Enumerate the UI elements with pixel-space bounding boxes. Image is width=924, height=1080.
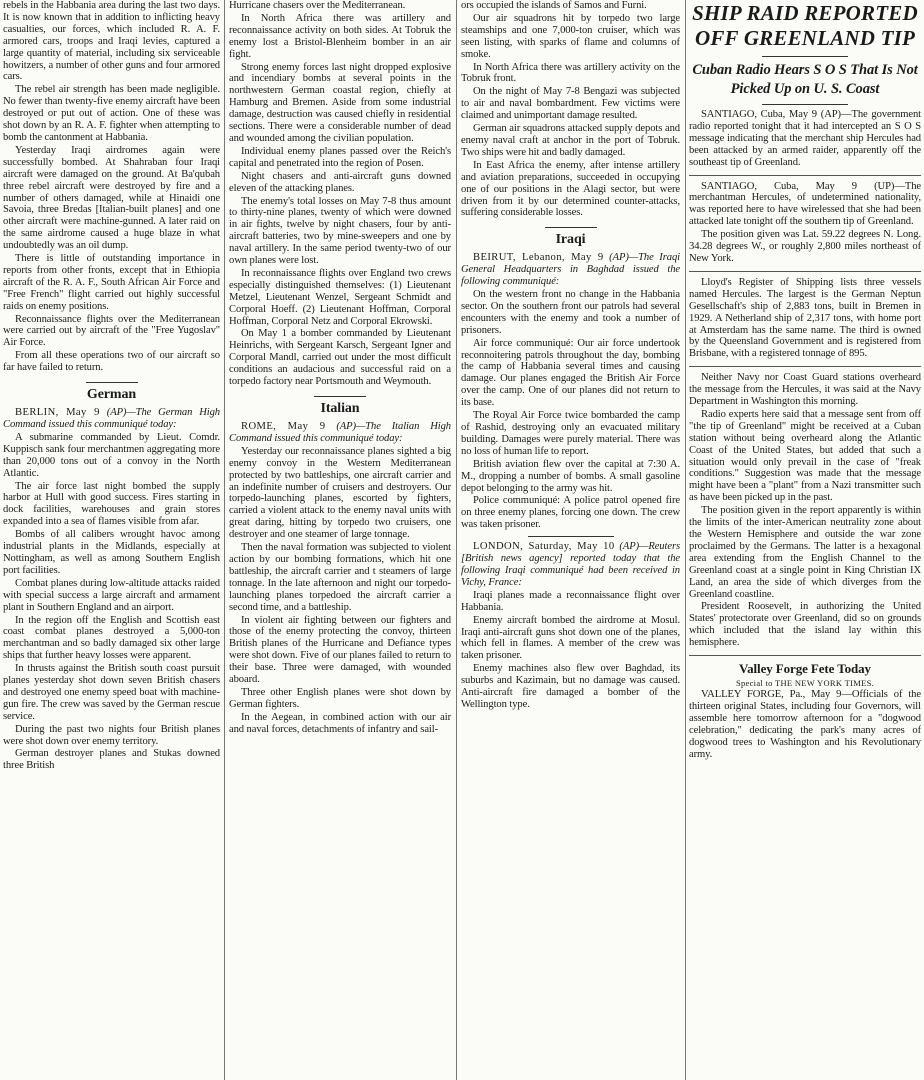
divider [689, 271, 921, 272]
article-headline: SHIP RAID REPORTED OFF GREENLAND TIP [692, 1, 918, 50]
paragraph: President Roosevelt, in authorizing the United States' protectorate over Greenland, did so on grounds which included that the island lay within this hemisphere. [689, 601, 921, 649]
paragraph: Lloyd's Register of Shipping lists three vessels named Hercules. The largest is the German Neptun Gesellschaft's ship of 2,883 tons, built in Bremen in 1929. A Netherland ship of 2,317 tons, with home port at Amsterdam has the same name. The third is owned by the Queensland Government and is registered from Brisbane, with a registered tonnage of 895. [689, 276, 921, 360]
paragraph: On May 1 a bomber commanded by Lieutenant Heinrichs, with Sergeant Karsch, Sergeant Igner and Corporal Mandl, carried out under the most difficult conditions an audacious and successful raid on a torpedo factory near Portsmouth and Weymouth. [229, 328, 451, 388]
paragraph: rebels in the Habbania area during the last two days. It is now known that in addition to inflicting heavy casualties, our forces, which included R. A. F. armored cars, troops and Iraqi levies, captured a large quantity of material, including six serviceable howitzers, a number of other guns and four armored cars. [3, 0, 220, 83]
paragraph: Radio experts here said that a message sent from off "the tip of Greenland" might be received at a Cuban station without being overheard along the Atlantic Coast of the United States, but added that such a situation would only prevail in the case of "freak conditions." Suggestion was made that the message might have been a "plant" from a Nazi transmitter such as have been picked up in the past. [689, 408, 921, 504]
paragraph: Then the naval formation was subjected to violent action by our bombing formations, which hit one battleship, the aircraft carrier and t steamers of large tonnage. In the late afternoon and night our torpedo-launching planes torpedoed the aircraft carrier a second time, and a battleship. [229, 542, 451, 613]
section-heading-iraqi: Iraqi [461, 227, 680, 248]
paragraph: On the night of May 7-8 Bengazi was subjected to air and naval bombardment. Few victims were claimed and unimportant damage resulted. [461, 86, 680, 122]
paragraph: German air squadrons attacked supply depots and enemy naval craft at anchor in the port of Tobruk. Two ships were hit and badly damaged. [461, 123, 680, 158]
paragraph: German destroyer planes and Stukas downed three British [3, 748, 220, 772]
dateline-place: SANTIAGO, Cuba, May 9 [701, 180, 858, 192]
paragraph: Yesterday Iraqi airdromes again were successfully bombed. At Shahraban four Iraqi aircraft were damaged on the ground. At Ba'qubah three rebel aircraft were destroyed by fire and a number of others damaged, while at Hinaidi one Savoia, three Bredas [Italian-built planes] and one other aircraft were machine-gunned. A later raid on the same airdrome caused a huge blaze in what undoubtedly was an oil dump. [3, 144, 220, 252]
divider [762, 56, 848, 57]
paragraph: In the Aegean, in combined action with our air and naval forces, detachments of infantry and sail- [229, 711, 451, 735]
paragraph: Neither Navy nor Coast Guard stations overheard the message from the Hercules, it was said at the Navy Department in Washington this morning. [689, 372, 921, 408]
paragraph-text: (AP)—The government radio reported tonight that it had intercepted an S O S message indicating that the merchant ship Hercules had been attacked by an armed raider, apparently off the southeast tip of Greenland. [689, 109, 921, 168]
paragraph: The position given in the report apparently is within the limits of the inter-American neutrality zone about the Western Hemisphere and outside the war zone proclaimed by the Germans. The latter is a hexagonal area extending from the English Channel to the Greenland coast at a single point in King Christian IX Land, an area the side of which diverges from the Greenland coastline. [689, 505, 921, 600]
column-2 [229, 0, 451, 1080]
divider [689, 175, 921, 176]
paragraph: In the region off the English and Scottish east coast combat planes destroyed a 5,000-ton merchantman and so badly damaged six other large ships that further heavy losses were apparent. [3, 614, 220, 662]
column-4 [689, 0, 921, 1080]
article-subheadline: Cuban Radio Hears S O S That Is Not Picked Up on U. S. Coast [692, 62, 918, 97]
paragraph: Iraqi planes made a reconnaissance flight over Habbania. [461, 589, 680, 613]
paragraph: Bombs of all calibers wrought havoc among industrial plants in the Midlands, especially at Nottingham, as well as among Southern English port facilities. [3, 529, 220, 576]
paragraph: British aviation flew over the capital at 7:30 A. M., dropping a number of bombs. A small gasoline depot belonging to the army was hit. [461, 458, 680, 494]
paragraph: ors occupied the islands of Samos and Furni. [461, 0, 647, 11]
dateline [229, 421, 451, 445]
column-1 [3, 0, 220, 1080]
dateline-place: ROME, May 9 [241, 421, 326, 432]
paragraph: On the western front no change in the Habbania sector. On the southern front our patrols had several encounters with the enemy and took a number of prisoners. [461, 289, 680, 336]
paragraph: Night chasers and anti-aircraft guns downed eleven of the attacking planes. [229, 170, 451, 194]
paragraph [689, 181, 921, 229]
paragraph: Individual enemy planes passed over the Reich's capital and penetrated into the region of Posen. [229, 145, 451, 169]
paragraph: Enemy aircraft bombed the airdrome at Mosul. Iraqi anti-aircraft guns shot down one of the planes, which fell in flames. A member of the crew was taken prisoner. [461, 614, 680, 662]
paragraph: In thrusts against the British south coast pursuit planes yesterday shot down seven British chasers and destroyed one enemy speed boat with machine-gun fire. The crew was saved by the German rescue service. [3, 663, 220, 722]
paragraph: The enemy's total losses on May 7-8 thus amount to thirty-nine planes, twenty of which were downed in air fights, twelve by night chasers, four by anti-aircraft batteries, two by mine-sweepers and one by naval artillery. In the same period twenty-two of our own planes were lost. [229, 195, 451, 267]
section-heading-italian: Italian [229, 396, 451, 417]
paragraph-text: —Officials of the thirteen original States, including four Governors, will assemble here tomorrow afternoon for a "dogwood celebration," dedicating the park's many acres of dogwood trees to Washington and his Revolutionary army. [689, 689, 921, 760]
paragraph: In North Africa there was artillery and reconnaissance activity on both sides. At Tobruk the enemy lost a Bristol-Blenheim bomber in an air fight. [229, 12, 451, 60]
paragraph: The position given was Lat. 59.22 degrees N. Long. 34.28 degrees W., or roughly 2,800 miles northeast of New York. [689, 229, 921, 264]
dateline-place: BEIRUT, Lebanon, May 9 [473, 252, 604, 264]
column-rule [456, 0, 457, 1080]
paragraph: A submarine commanded by Lieut. Comdr. Kuppisch sank four merchantmen aggregating more than 20,000 tons out of a convoy in the North Atlantic. [3, 431, 220, 479]
paragraph: Police communiqué: A police patrol opened fire on three enemy planes, forcing one down. The crew was taken prisoner. [461, 495, 680, 531]
dateline-place: VALLEY FORGE, Pa., May 9 [701, 689, 842, 701]
paragraph [689, 109, 921, 169]
special-credit: Special to THE NEW YORK TIMES. [735, 678, 875, 689]
paragraph: The Royal Air Force twice bombarded the camp of Rashid, destroying only an evacuated military building. Damages were purely material. There was no loss of human life to report. [461, 410, 680, 457]
paragraph: Yesterday our reconnaissance planes sighted a big enemy convoy in the Western Mediterranean protected by two battleships, one aircraft carrier and an indefinite number of cruisers and destroyers. Our torpedo-launching planes, escorted by fighters, carried a violent attack to the enemy naval units with great daring, hitting by torpedo two cruisers, one destroyer and one steamer of large tonnage. [229, 445, 451, 541]
paragraph: During the past two nights four British planes were shot down over enemy territory. [3, 723, 220, 747]
paragraph: The rebel air strength has been made negligible. No fewer than twenty-five enemy aircraft have been destroyed or put out of action. One of these was shot down by an R. A. F. fighter when attempting to bomb the cantonment at Habbania. [3, 84, 220, 143]
paragraph: Enemy machines also flew over Baghdad, its suburbs and Kazimain, but no damage was caused. Anti-aircraft fire damaged a bomber of the Wellington type. [461, 663, 680, 710]
paragraph: In reconnaissance flights over England two crews especially distinguished themselves: (1) Lieutenant Metzel, Lieutenant Wenzel, Sergeant Schmidt and Corporal Hoeff. (2) Lieutenant Hoffman, Corporal Hoffman, Corporal Netz and Corporal Ekrowski. [229, 267, 451, 327]
divider [762, 104, 848, 105]
column-rule [685, 0, 686, 1080]
dateline-text: (AP)—Reuters [British news agency] reported today that the following Iraqi communiqué had been received in Vichy, France: [461, 541, 680, 588]
paragraph: Strong enemy forces last night dropped explosive and incendiary bombs at several points in the northwestern German coastal region, chiefly at Hamburg and Bremen. Aside from some industrial damage, destruction was caused chiefly in residential sections. There were a considerable number of dead and wounded among the civilian population. [229, 61, 451, 144]
article-headline-valley-forge: Valley Forge Fete Today [739, 661, 871, 677]
dateline-place: LONDON, Saturday, May 10 [473, 541, 615, 553]
paragraph: Combat planes during low-altitude attacks raided with special success a large aircraft and armament plant in Southern England and an airport. [3, 577, 220, 613]
dateline [461, 541, 680, 589]
paragraph: The air force last night bombed the supply harbor at Hull with good success. Fires starting in dock facilities, warehouses and grain stores expanded into a sea of flames visible from afar. [3, 480, 220, 528]
dateline [3, 407, 220, 431]
paragraph: In North Africa there was artillery activity on the Tobruk front. [461, 61, 680, 85]
divider [528, 536, 614, 537]
paragraph: There is little of outstanding importance in reports from other fronts, except that in Ethiopia aircraft of the R. A. F., South African Air Force and "Free French" flight carried out highly successful raids on enemy positions. [3, 253, 220, 312]
dateline-text: (AP)—The German High Command issued this communiqué today: [3, 407, 220, 430]
divider [689, 655, 921, 656]
paragraph-text: (UP)—The merchantman Hercules, of undetermined nationality, was reported here to have wirelessed that she had been attacked late tonight off the southern tip of Greenland. [689, 180, 921, 228]
paragraph: In violent air fighting between our fighters and those of the enemy protecting the convoy, thirteen British planes of the Hurricane and Defiance types were shot down. Five of our planes failed to return to their base. Three were damaged, with wounded aboard. [229, 614, 451, 686]
dateline-place: SANTIAGO, Cuba, May 9 [701, 109, 817, 120]
paragraph: Reconnaissance flights over the Mediterranean were carried out by aircraft of the "Free Yugoslav" Air Force. [3, 313, 220, 349]
paragraph [689, 689, 921, 760]
paragraph: Three other English planes were shot down by German fighters. [229, 686, 451, 710]
dateline-text: (AP)—The Italian High Command issued this communiqué today: [229, 421, 451, 444]
paragraph: From all these operations two of our aircraft so far have failed to return. [3, 350, 220, 374]
column-3 [461, 0, 680, 1080]
section-heading-german: German [3, 382, 220, 403]
dateline [461, 252, 680, 288]
column-rule [224, 0, 225, 1080]
paragraph: Our air squadrons hit by torpedo two large steamships and one 7,000-ton cruiser, which was seen listing, with sparks of flame and columns of smoke. [461, 12, 680, 60]
paragraph: In East Africa the enemy, after intense artillery and aviation preparations, succeeded in occupying one of our positions in the Alagi sector, but were driven from it by our determined counter-attacks, suffering considerable losses. [461, 159, 680, 219]
dateline-place: BERLIN, May 9 [15, 407, 100, 419]
paragraph: Hurricane chasers over the Mediterranean. [229, 0, 406, 11]
paragraph: Air force communiqué: Our air force undertook reconnoitering patrols throughout the day, bombing the camp of Habbania several times and causing damage. Our planes engaged the British Air Force over the camp. One of our planes did not return to its base. [461, 337, 680, 409]
dateline-text: (AP)—The Iraqi General Headquarters in Baghdad issued the following communiqué: [461, 252, 680, 288]
divider [689, 366, 921, 367]
